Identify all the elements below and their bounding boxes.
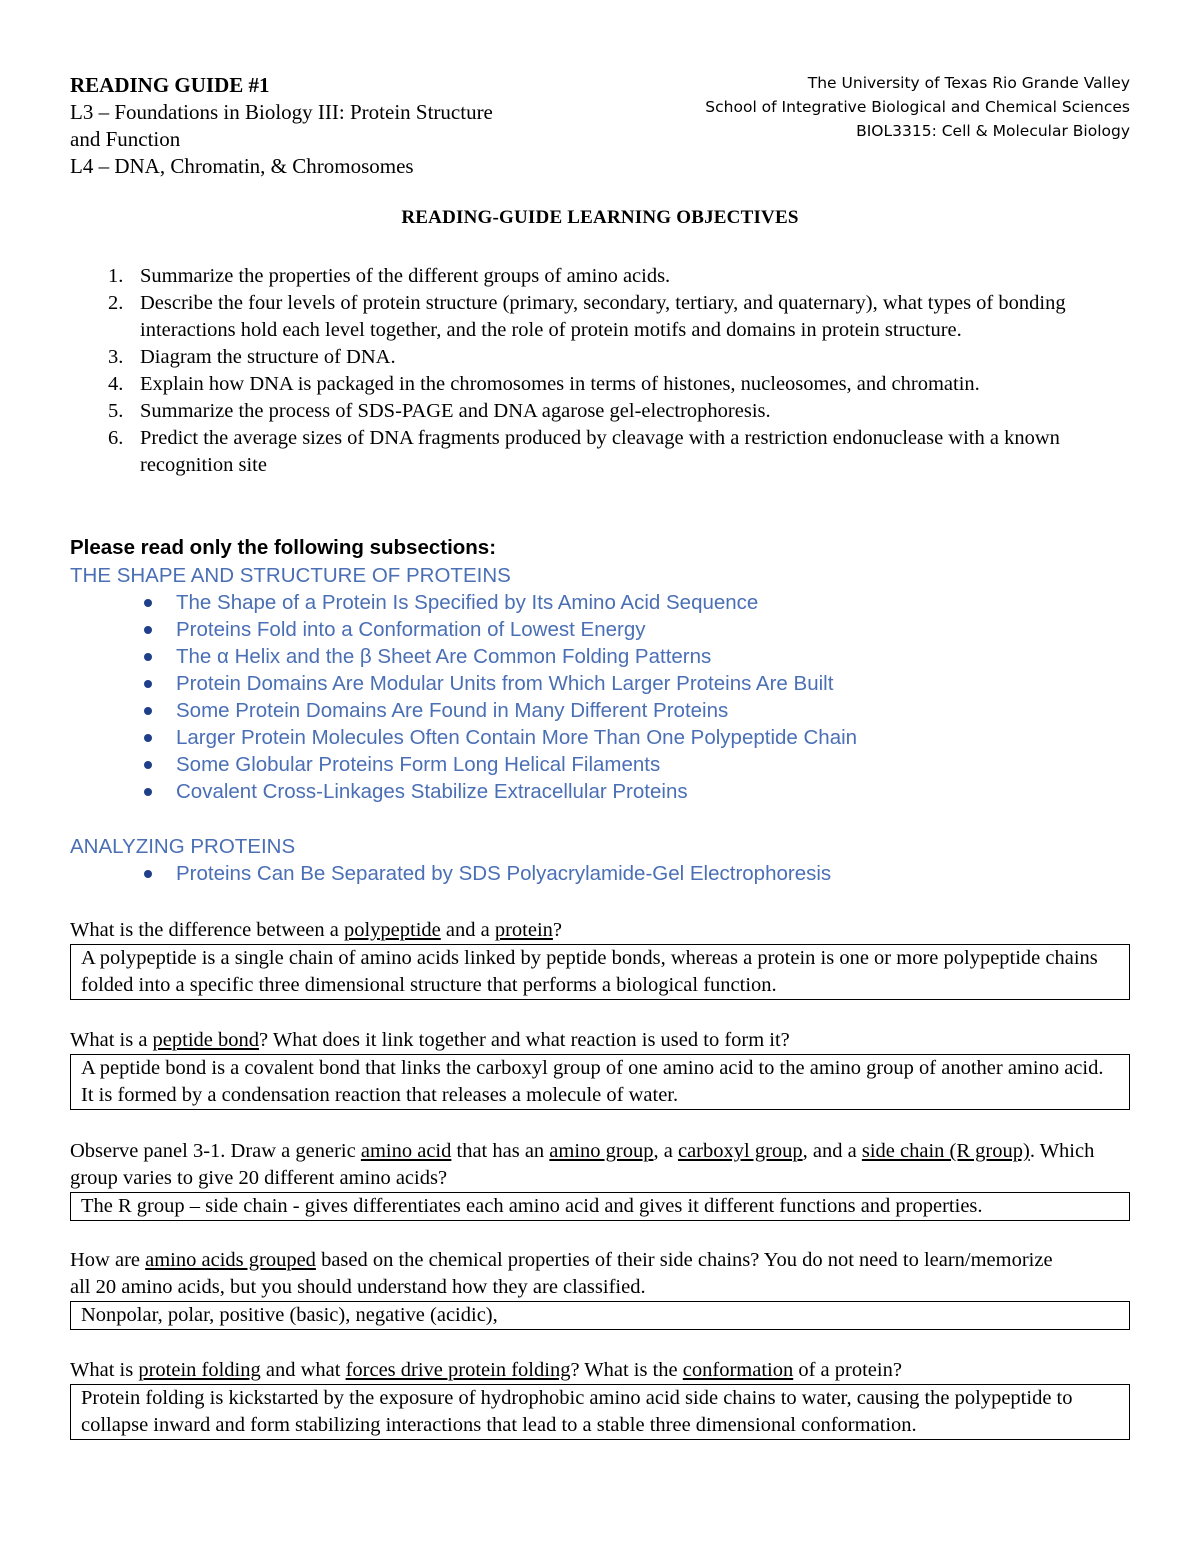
question-fragment: What is [70,1359,139,1381]
subsection-item: Larger Protein Molecules Often Contain More Than One Polypeptide Chain [70,724,1150,751]
objective-item [70,344,1135,371]
question-block [70,917,1130,1000]
question-fragment: that has an [451,1140,550,1162]
course-name: BIOL3315: Cell & Molecular Biology [856,122,1130,140]
university-name: The University of Texas Rio Grande Valley [807,74,1130,92]
objective-item [70,263,1135,290]
answer-box[interactable]: Protein folding is kickstarted by the exposure of hydrophobic amino acid side chains to water, causing the polypeptide to collapse inward and form stabilizing interactions that lead to a stable three dimensional conformation. [70,1384,1130,1440]
question-block [70,1027,1130,1110]
question-text [70,917,1130,944]
lecture-line-2: and Function [70,127,181,151]
subsection-item: The α Helix and the β Sheet Are Common Folding Patterns [70,643,1150,670]
school-name: School of Integrative Biological and Chemical Sciences [705,98,1130,116]
question-fragment: ? What does it link together and what reaction is used to form it? [259,1029,790,1051]
guide-title: READING GUIDE #1 [70,73,270,97]
objective-item [70,425,1135,479]
question-fragment: and a [440,919,495,941]
section-title: ANALYZING PROTEINS [70,835,296,858]
reading-heading: Please read only the following subsections: [70,536,497,559]
objective-text: Summarize the process of SDS-PAGE and DNA agarose gel-electrophoresis. [140,400,771,422]
subsection-item: Proteins Fold into a Conformation of Lowest Energy [70,616,1150,643]
objective-text: Predict the average sizes of DNA fragments produced by cleavage with a restriction endonuclease with a known recognition site [140,427,1060,476]
key-term: amino acid [360,1140,452,1162]
objective-item [70,290,1135,344]
question-fragment: , and a [802,1140,862,1162]
objective-item [70,371,1135,398]
subsection-item: Some Protein Domains Are Found in Many Different Proteins [70,697,1150,724]
question-text [70,1138,1120,1192]
reading-section-protein-structure [70,562,1150,805]
guide-header [70,72,670,180]
question-fragment: and what [260,1359,346,1381]
key-term: protein folding [138,1359,261,1381]
question-fragment: of a protein? [793,1359,902,1381]
institution-header [610,71,1130,143]
answer-box[interactable]: A polypeptide is a single chain of amino acids linked by peptide bonds, whereas a protein is one or more polypeptide chains folded into a specific three dimensional structure that performs a biological function. [70,944,1130,1000]
question-fragment: based on the chemical properties of their side chains? You do not need to learn/memorize all 20 amino acids, but you should understand how they are classified. [70,1249,1053,1298]
key-term: polypeptide [343,919,441,941]
key-term: side chain (R group) [861,1140,1030,1162]
subsection-list [70,589,1150,805]
objectives-title: READING-GUIDE LEARNING OBJECTIVES [401,207,799,228]
question-fragment: What is a [70,1029,153,1051]
key-term: protein [494,919,553,941]
question-fragment: ? [552,919,563,941]
question-fragment: How are [70,1249,146,1271]
reading-section-analyzing-proteins [70,833,1150,887]
subsection-item: Proteins Can Be Separated by SDS Polyacrylamide-Gel Electrophoresis [70,860,1150,887]
objective-text: Describe the four levels of protein structure (primary, secondary, tertiary, and quaternary), what types of bonding interactions hold each level together, and the role of protein motifs and domains in protein structure. [140,292,1066,341]
objective-number: 4. [108,373,124,395]
objective-number: 5. [108,400,124,422]
answer-box[interactable]: The R group – side chain - gives differentiates each amino acid and gives it different functions and properties. [70,1192,1130,1221]
question-fragment: , a [653,1140,678,1162]
subsection-item: Protein Domains Are Modular Units from Which Larger Proteins Are Built [70,670,1150,697]
objective-number: 3. [108,346,124,368]
objective-text: Summarize the properties of the different groups of amino acids. [140,265,671,287]
subsection-item: Covalent Cross-Linkages Stabilize Extracellular Proteins [70,778,1150,805]
question-fragment: What is the difference between a [70,919,344,941]
lecture-line-3: L4 – DNA, Chromatin, & Chromosomes [70,154,414,178]
question-block [70,1357,1130,1440]
key-term: forces drive protein folding [345,1359,571,1381]
key-term: amino acids grouped [145,1249,316,1271]
question-fragment: . Which group varies to give 20 different amino acids? [70,1140,1095,1189]
question-text [70,1247,1070,1301]
subsection-item: The Shape of a Protein Is Specified by Its Amino Acid Sequence [70,589,1150,616]
objective-item [70,398,1135,425]
objective-text: Explain how DNA is packaged in the chromosomes in terms of histones, nucleosomes, and chromatin. [140,373,980,395]
question-text [70,1027,1130,1054]
objectives-list [70,263,1135,479]
question-fragment: ? What is the [570,1359,683,1381]
section-title: THE SHAPE AND STRUCTURE OF PROTEINS [70,564,511,587]
subsection-item: Some Globular Proteins Form Long Helical Filaments [70,751,1150,778]
objective-number: 6. [108,427,124,449]
question-block [70,1138,1130,1221]
key-term: conformation [682,1359,794,1381]
answer-box[interactable]: Nonpolar, polar, positive (basic), negative (acidic), [70,1301,1130,1330]
key-term: carboxyl group [677,1140,803,1162]
key-term: amino group [549,1140,654,1162]
objective-number: 2. [108,292,124,314]
objective-text: Diagram the structure of DNA. [140,346,396,368]
lecture-line-1: L3 – Foundations in Biology III: Protein Structure [70,100,493,124]
key-term: peptide bond [152,1029,260,1051]
objective-number: 1. [108,265,124,287]
subsection-list [70,860,1150,887]
answer-box[interactable]: A peptide bond is a covalent bond that links the carboxyl group of one amino acid to the amino group of another amino acid. It is formed by a condensation reaction that releases a molecule of water. [70,1054,1130,1110]
question-text [70,1357,1130,1384]
question-block [70,1247,1130,1330]
question-fragment: Observe panel 3-1. Draw a generic [70,1140,361,1162]
